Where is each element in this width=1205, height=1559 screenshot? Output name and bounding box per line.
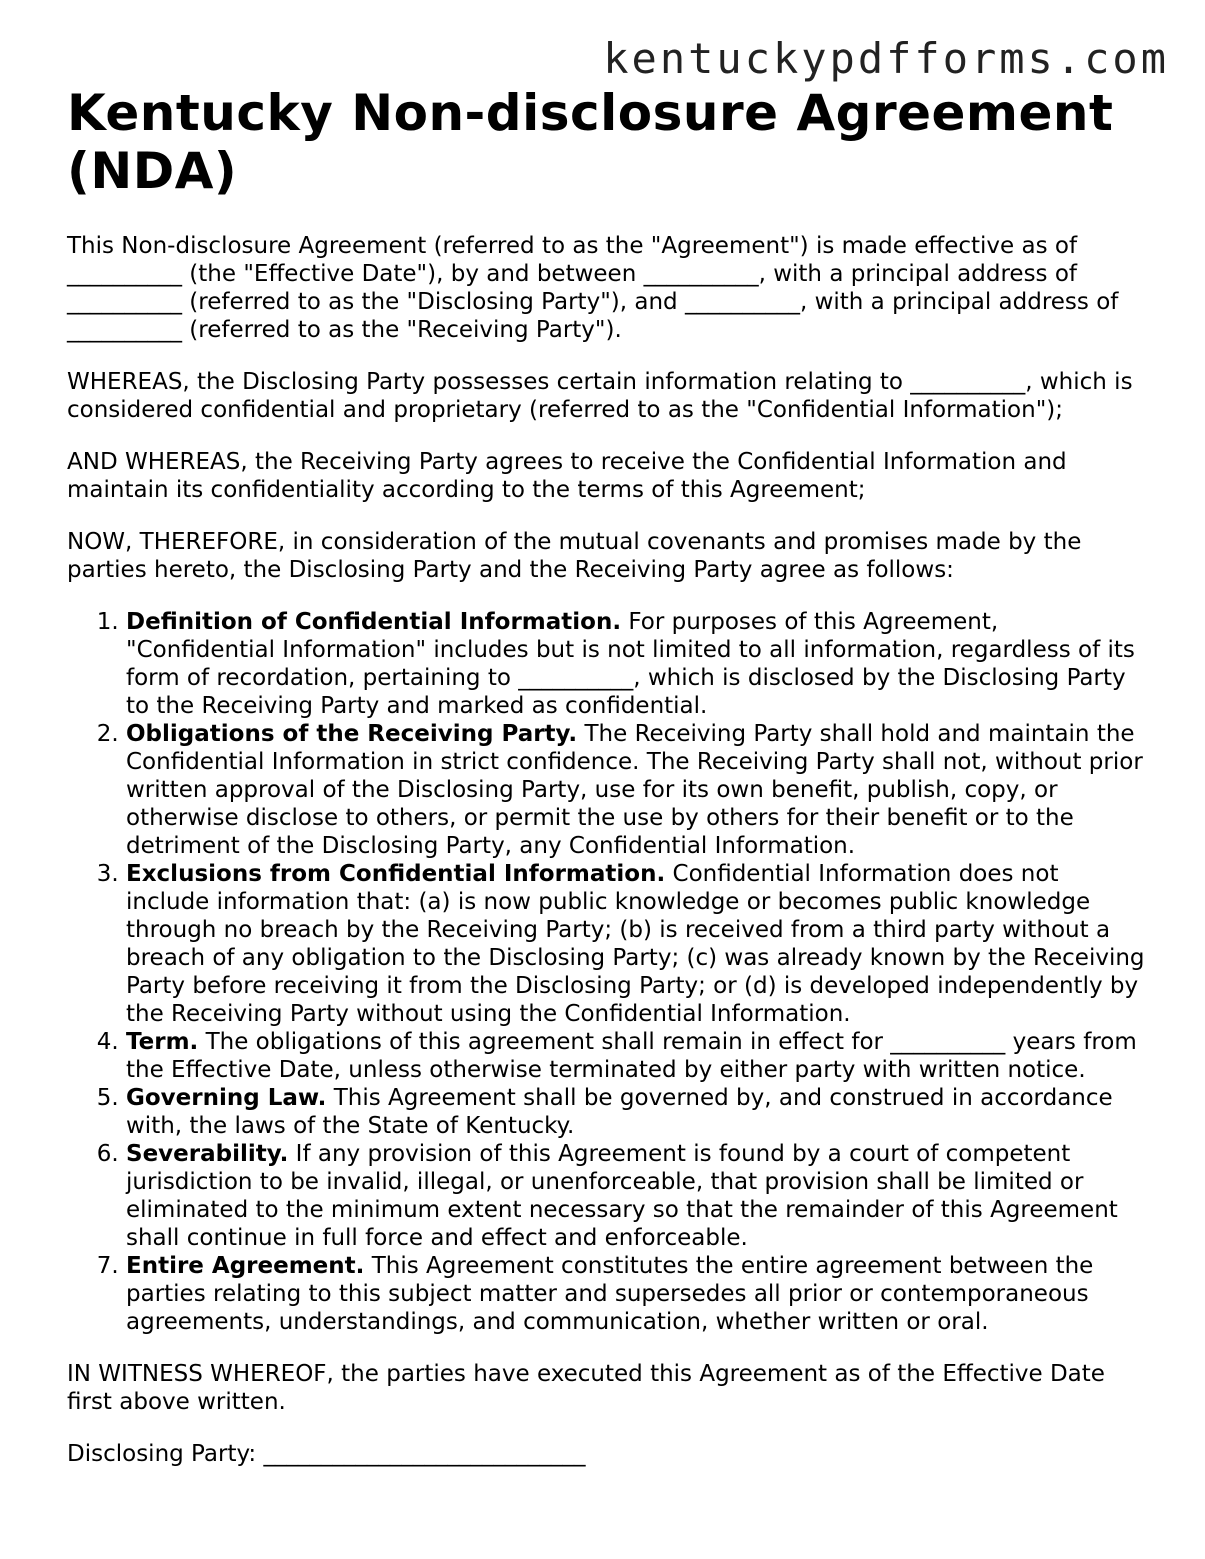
clause-item — [126, 1140, 1147, 1252]
witness-paragraph: IN WITNESS WHEREOF, the parties have executed this Agreement as of the Effective Date first above written. — [67, 1361, 1105, 1415]
site-watermark: kentuckypdfforms.com — [603, 34, 1169, 83]
document-page — [67, 84, 1147, 1468]
clause-item — [126, 1252, 1147, 1336]
document-title: Kentucky Non-disclosure Agreement (NDA) — [67, 84, 1114, 200]
clause-text: The obligations of this agreement shall remain in effect for __________ years from the Effective Date, unless otherwise terminated by either party with written notice. — [126, 1029, 1137, 1083]
clause-text: If any provision of this Agreement is found by a court of competent jurisdiction to be invalid, illegal, or unenforceable, that provision shall be limited or eliminated to the minimum extent necessary so that the remainder of this Agreement shall continue in full force and effect and enforceable. — [126, 1141, 1118, 1251]
clause-term: Definition of Confidential Information. — [126, 609, 622, 635]
clause-text: Confidential Information does not include information that: (a) is now public knowledge or becomes public knowledge through no breach by the Receiving Party; (b) is received from a third party without a breach of any obligation to the Disclosing Party; (c) was already known by the Receiving Party before receiving it from the Disclosing Party; or (d) is developed independently by the Receiving Party without using the Confidential Information. — [126, 861, 1145, 1027]
clause-item — [126, 720, 1147, 860]
clause-text: This Agreement constitutes the entire agreement between the parties relating to this subject matter and supersedes all prior or contemporaneous agreements, understandings, and communication, whether written or oral. — [126, 1253, 1094, 1335]
intro-paragraph: This Non-disclosure Agreement (referred to as the "Agreement") is made effective as of __________ (the "Effective Date"), by and between __________, with a principal address of __________ (referred to as the "Disclosing Party"), and __________, with a principal address of __________ (referred to as the "Receiving Party"). — [67, 233, 1119, 343]
clause-term: Exclusions from Confidential Information. — [126, 861, 666, 887]
clause-text: For purposes of this Agreement, "Confidential Information" includes but is not limited to all information, regardless of its form of recordation, pertaining to __________, which is disclosed by the Disclosing Party to the Receiving Party and marked as confidential. — [126, 609, 1135, 719]
clause-item — [126, 1084, 1147, 1140]
clause-term: Term. — [126, 1029, 199, 1055]
clause-text: This Agreement shall be governed by, and construed in accordance with, the laws of the State of Kentucky. — [126, 1085, 1113, 1139]
clause-item — [126, 608, 1147, 720]
clause-item — [126, 860, 1147, 1028]
now-therefore-paragraph: NOW, THEREFORE, in consideration of the mutual covenants and promises made by the parties hereto, the Disclosing Party and the Receiving Party agree as follows: — [67, 529, 1082, 583]
whereas-paragraph: WHEREAS, the Disclosing Party possesses certain information relating to __________, which is considered confidential and proprietary (referred to as the "Confidential Information"); — [67, 369, 1133, 423]
signature-block — [67, 1440, 1147, 1468]
clause-text: The Receiving Party shall hold and maintain the Confidential Information in strict confidence. The Receiving Party shall not, without prior written approval of the Disclosing Party, use for its own benefit, publish, copy, or otherwise disclose to others, or permit the use by others for their benefit or to the detriment of the Disclosing Party, any Confidential Information. — [126, 721, 1143, 859]
clause-term: Entire Agreement. — [126, 1253, 365, 1279]
clause-item — [126, 1028, 1147, 1084]
clause-term: Obligations of the Receiving Party. — [126, 721, 578, 747]
signature-line[interactable]: ____________________________ — [263, 1441, 586, 1467]
clauses-list — [67, 608, 1147, 1336]
clause-term: Severability. — [126, 1141, 289, 1167]
and-whereas-paragraph: AND WHEREAS, the Receiving Party agrees to receive the Confidential Information and maintain its confidentiality according to the terms of this Agreement; — [67, 449, 1067, 503]
clause-term: Governing Law. — [126, 1085, 327, 1111]
signature-label: Disclosing Party: — [67, 1441, 257, 1467]
